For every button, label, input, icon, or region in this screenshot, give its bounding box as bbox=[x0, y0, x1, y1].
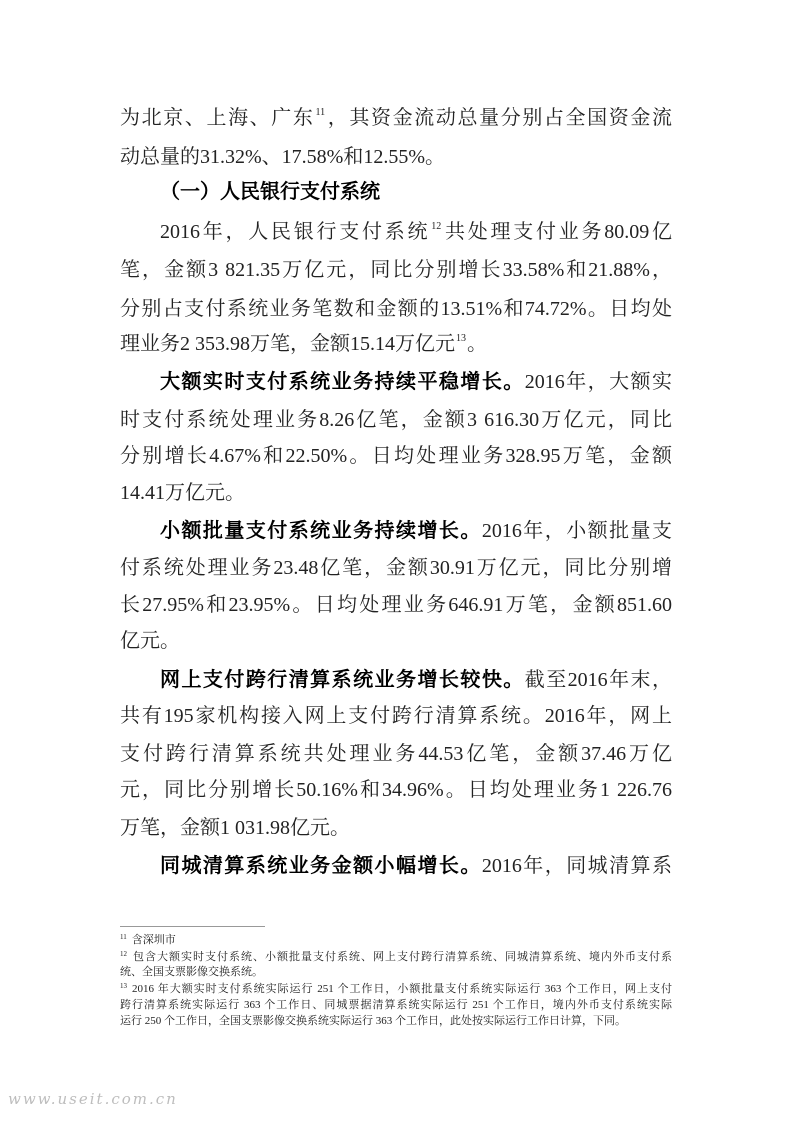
footnote-continuation: 跨行清算系统实际运行 363 个工作日、同城票据清算系统实际运行 251 个工作日，境内外币支付系统实际 bbox=[120, 999, 672, 1011]
body-line: 分别增长4.67%和22.50%。日均处理业务328.95万笔，金额 bbox=[120, 445, 672, 467]
footnote-ref[interactable]: 13 bbox=[456, 333, 466, 344]
body-line: 时支付系统处理业务8.26亿笔，金额3 616.30万亿元，同比 bbox=[120, 409, 672, 431]
body-line: 动总量的31.32%、17.58%和12.55%。 bbox=[120, 146, 445, 168]
body-line: 元，同比分别增长50.16%和34.96%。日均处理业务1 226.76 bbox=[120, 779, 672, 801]
paragraph-lead: 大额实时支付系统业务持续平稳增长。 bbox=[160, 371, 525, 393]
footnote-mark: 13 bbox=[120, 982, 127, 990]
footnote: $^{13}$ 2016 年大额实时支付系统实际运行 251 个工作日，小额批量支付系统实际运行 363 个工作日，网上支付 bbox=[120, 982, 672, 995]
body-line: 支付跨行清算系统共处理业务44.53亿笔，金额37.46万亿 bbox=[120, 743, 672, 765]
body-line: 2016年，人民银行支付系统$^{12}$共处理支付业务80.09亿 bbox=[160, 221, 672, 243]
paragraph-lead: 同城清算系统业务金额小幅增长。 bbox=[160, 855, 482, 877]
section-heading: （一）人民银行支付系统 bbox=[160, 181, 380, 203]
footnote-mark: 11 bbox=[120, 933, 127, 941]
body-line: 理业务2 353.98万笔，金额15.14万亿元$^{13}$。 bbox=[120, 333, 487, 355]
footnote-ref[interactable]: 12 bbox=[431, 221, 442, 232]
body-line: 大额实时支付系统业务持续平稳增长。2016年，大额实 bbox=[160, 371, 673, 393]
paragraph-lead: 网上支付跨行清算系统业务增长较快。 bbox=[160, 669, 525, 691]
footnote-separator bbox=[120, 926, 265, 927]
body-line: 万笔，金额1 031.98亿元。 bbox=[120, 817, 350, 839]
body-line: 小额批量支付系统业务持续增长。2016年，小额批量支 bbox=[160, 520, 673, 542]
body-line: 笔，金额3 821.35万亿元，同比分别增长33.58%和21.88%， bbox=[120, 259, 672, 281]
body-line: 付系统处理业务23.48亿笔，金额30.91万亿元，同比分别增 bbox=[120, 557, 672, 579]
footnote-continuation: 运行 250 个工作日，全国支票影像交换系统实际运行 363 个工作日，此处按实际运行工作日计算，下同。 bbox=[120, 1015, 626, 1027]
footnote-ref[interactable]: 11 bbox=[315, 107, 326, 118]
body-line: 同城清算系统业务金额小幅增长。2016年，同城清算系 bbox=[160, 855, 673, 877]
watermark: www.useit.com.cn bbox=[8, 1090, 178, 1108]
body-line: 14.41万亿元。 bbox=[120, 482, 245, 504]
footnote-mark: 12 bbox=[120, 950, 127, 958]
body-line: 为北京、上海、广东$^{11}$，其资金流动总量分别占全国资金流 bbox=[120, 107, 673, 129]
body-line: 网上支付跨行清算系统业务增长较快。截至2016年末， bbox=[160, 669, 673, 691]
body-line: 共有195家机构接入网上支付跨行清算系统。2016年，网上 bbox=[120, 705, 672, 727]
body-line: 长27.95%和23.95%。日均处理业务646.91万笔，金额851.60 bbox=[120, 594, 672, 616]
footnote: $^{11}$ 含深圳市 bbox=[120, 933, 176, 946]
footnote-continuation: 统、全国支票影像交换系统。 bbox=[120, 966, 263, 978]
footnote: $^{12}$ 包含大额实时支付系统、小额批量支付系统、网上支付跨行清算系统、同城清算系统、境内外币支付系 bbox=[120, 950, 672, 963]
body-line: 亿元。 bbox=[120, 630, 180, 652]
paragraph-lead: 小额批量支付系统业务持续增长。 bbox=[160, 520, 482, 542]
body-line: 分别占支付系统业务笔数和金额的13.51%和74.72%。日均处 bbox=[120, 298, 672, 320]
